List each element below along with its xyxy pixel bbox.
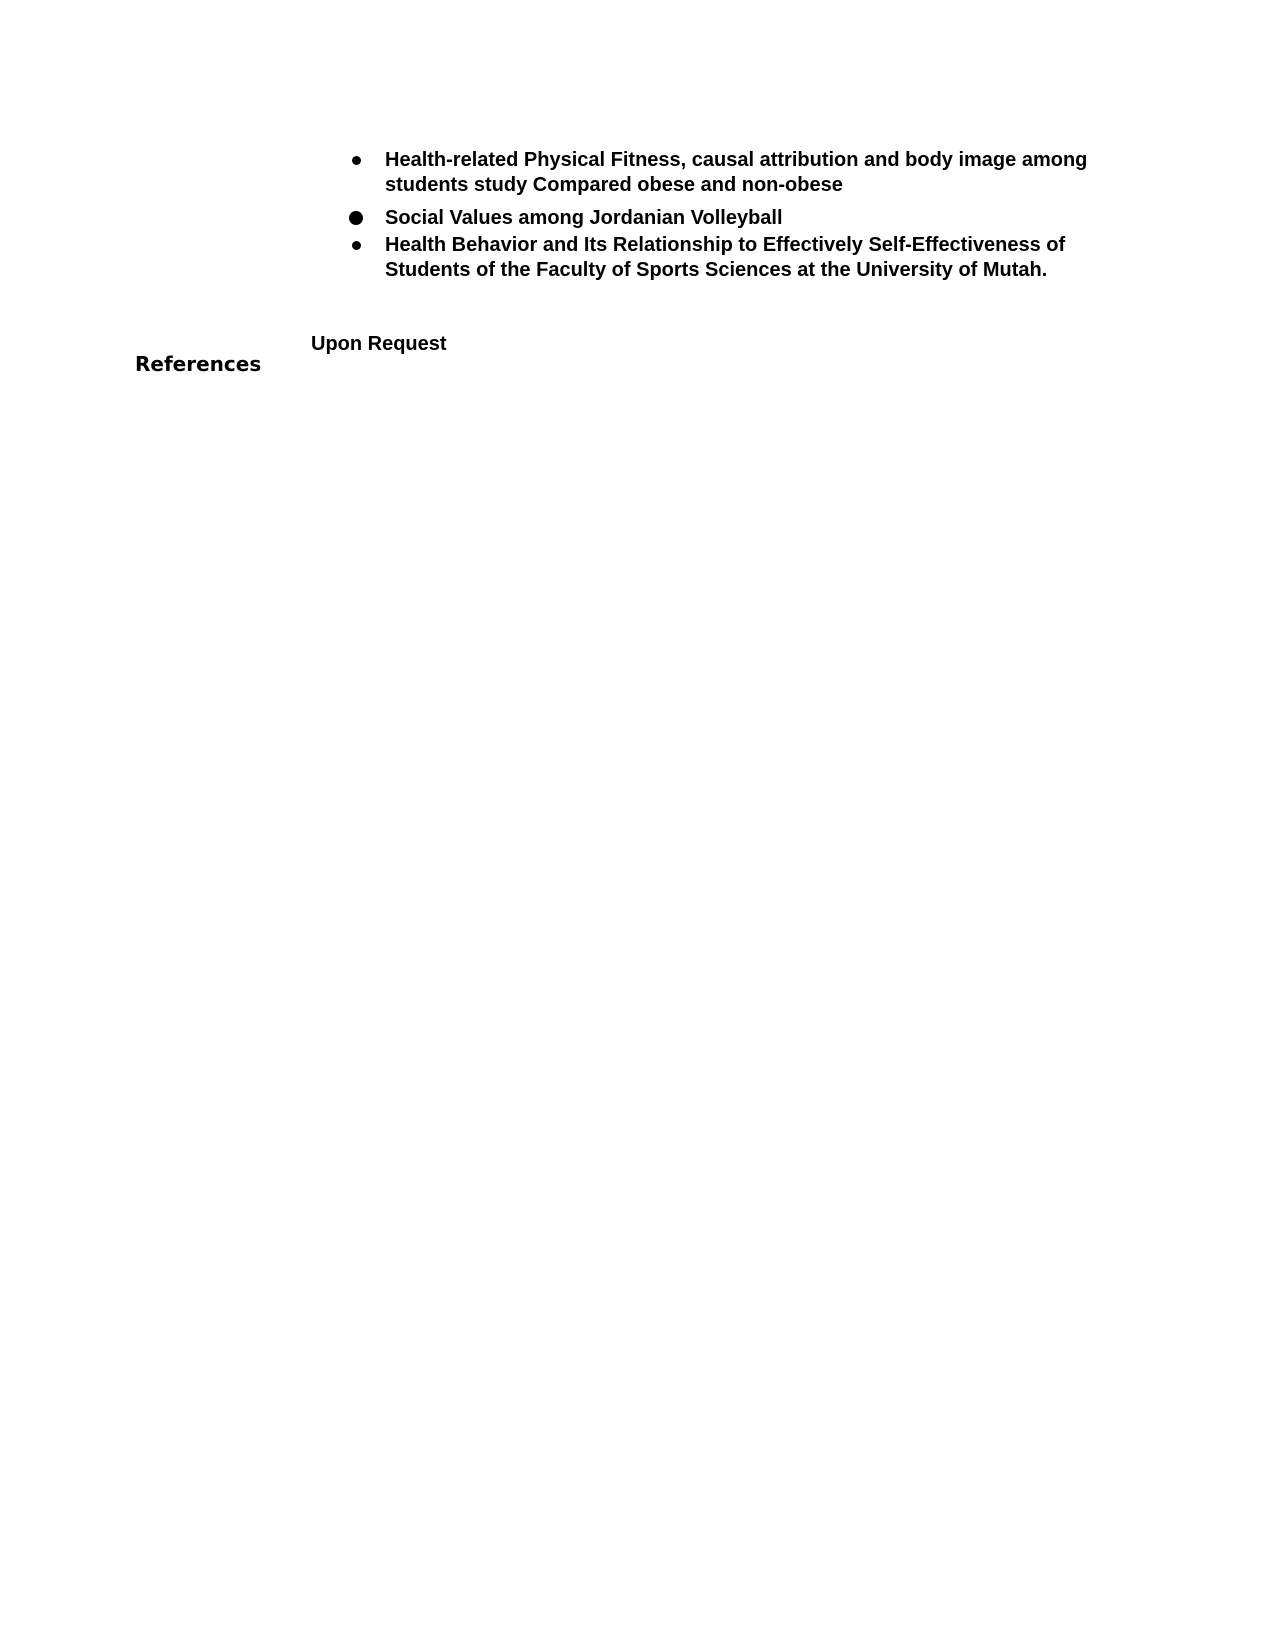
list-item-text: Health-related Physical Fitness, causal attribution and body image among students study Compared obese and non-obese [385,149,1088,196]
bullet-icon [352,241,361,250]
list-item-text: Social Values among Jordanian Volleyball [385,207,783,229]
bullet-icon [349,211,363,225]
references-heading: References [135,352,262,376]
list-item [344,233,1134,283]
list-item [344,206,1134,231]
research-list [344,148,1134,283]
list-item [344,148,1134,198]
bullet-icon [352,156,361,165]
references-value: Upon Request [311,333,447,355]
list-item-text: Health Behavior and Its Relationship to Effectively Self-Effectiveness of Students of the Faculty of Sports Sciences at the University of Mutah. [385,234,1066,281]
